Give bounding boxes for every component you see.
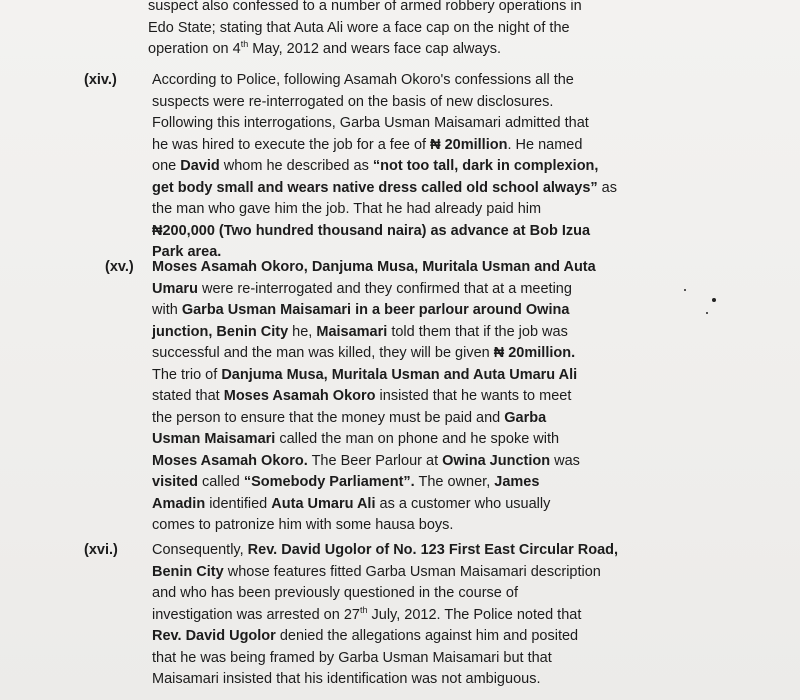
paragraph-line: he was hired to execute the job for a fee of ₦ 20million. He named [152,136,583,153]
paragraph-line: Amadin identified Auta Umaru Ali as a customer who usually [152,495,551,512]
scan-speck [684,289,686,291]
paragraph-line: suspects were re-interrogated on the basis of new disclosures. [152,93,554,110]
paragraph-line: Umaru were re-interrogated and they confirmed that at a meeting [152,280,572,297]
paragraph-line: the person to ensure that the money must be paid and Garba [152,409,547,426]
paragraph-line: Usman Maisamari called the man on phone and he spoke with [152,431,560,447]
paragraph-line: ₦200,000 (Two hundred thousand naira) as advance at Bob Izua [152,222,591,239]
paragraph-line: According to Police, following Asamah Okoro's confessions all the [152,72,574,88]
intro-line: operation on 4th May, 2012 and wears face cap always. [148,39,502,57]
paragraph-xiv [152,70,782,264]
paragraph-xvi [152,540,792,691]
paragraph-line: Moses Asamah Okoro, Danjuma Musa, Muritala Usman and Auta [152,259,596,275]
paragraph-line: visited called “Somebody Parliament”. The owner, James [152,474,540,490]
paragraph-line: and who has been previously questioned in the course of [152,585,518,601]
item-marker-xiv: (xiv.) [84,72,117,88]
paragraph-line: Consequently, Rev. David Ugolor of No. 123 First East Circular Road, [152,542,619,558]
paragraph-xv [152,257,674,537]
paragraph-line: Benin City whose features fitted Garba Usman Maisamari description [152,563,601,580]
intro-line: suspect also confessed to a number of armed robbery operations in [148,0,582,14]
paragraph-line: investigation was arrested on 27th July, 2012. The Police noted that [152,604,582,623]
scan-speck [706,312,708,314]
paragraph-line: Following this interrogations, Garba Usman Maisamari admitted that [152,115,589,131]
item-marker-xv: (xv.) [105,259,134,275]
paragraph-line: Maisamari insisted that his identification was not ambiguous. [152,671,541,687]
item-marker-xvi: (xvi.) [84,542,118,558]
paragraph-line: Moses Asamah Okoro. The Beer Parlour at Owina Junction was [152,452,580,469]
intro-paragraph [148,0,788,61]
paragraph-line: junction, Benin City he, Maisamari told them that if the job was [152,323,568,340]
paragraph-line: the man who gave him the job. That he had already paid him [152,201,542,217]
paragraph-line: comes to patronize him with some hausa boys. [152,517,454,533]
paragraph-line: The trio of Danjuma Musa, Muritala Usman and Auta Umaru Ali [152,366,578,383]
paragraph-line: with Garba Usman Maisamari in a beer parlour around Owina [152,302,570,318]
paragraph-line: stated that Moses Asamah Okoro insisted that he wants to meet [152,388,572,404]
paragraph-line: Park area. [152,244,222,260]
paragraph-line: get body small and wears native dress called old school always” as [152,179,617,196]
paragraph-line: one David whom he described as “not too tall, dark in complexion, [152,158,599,174]
paragraph-line: Rev. David Ugolor denied the allegations against him and posited [152,628,579,644]
intro-line: Edo State; stating that Auta Ali wore a face cap on the night of the [148,19,570,36]
paragraph-line: successful and the man was killed, they will be given ₦ 20million. [152,345,576,361]
scan-speck [712,298,716,302]
paragraph-line: that he was being framed by Garba Usman Maisamari but that [152,649,552,666]
